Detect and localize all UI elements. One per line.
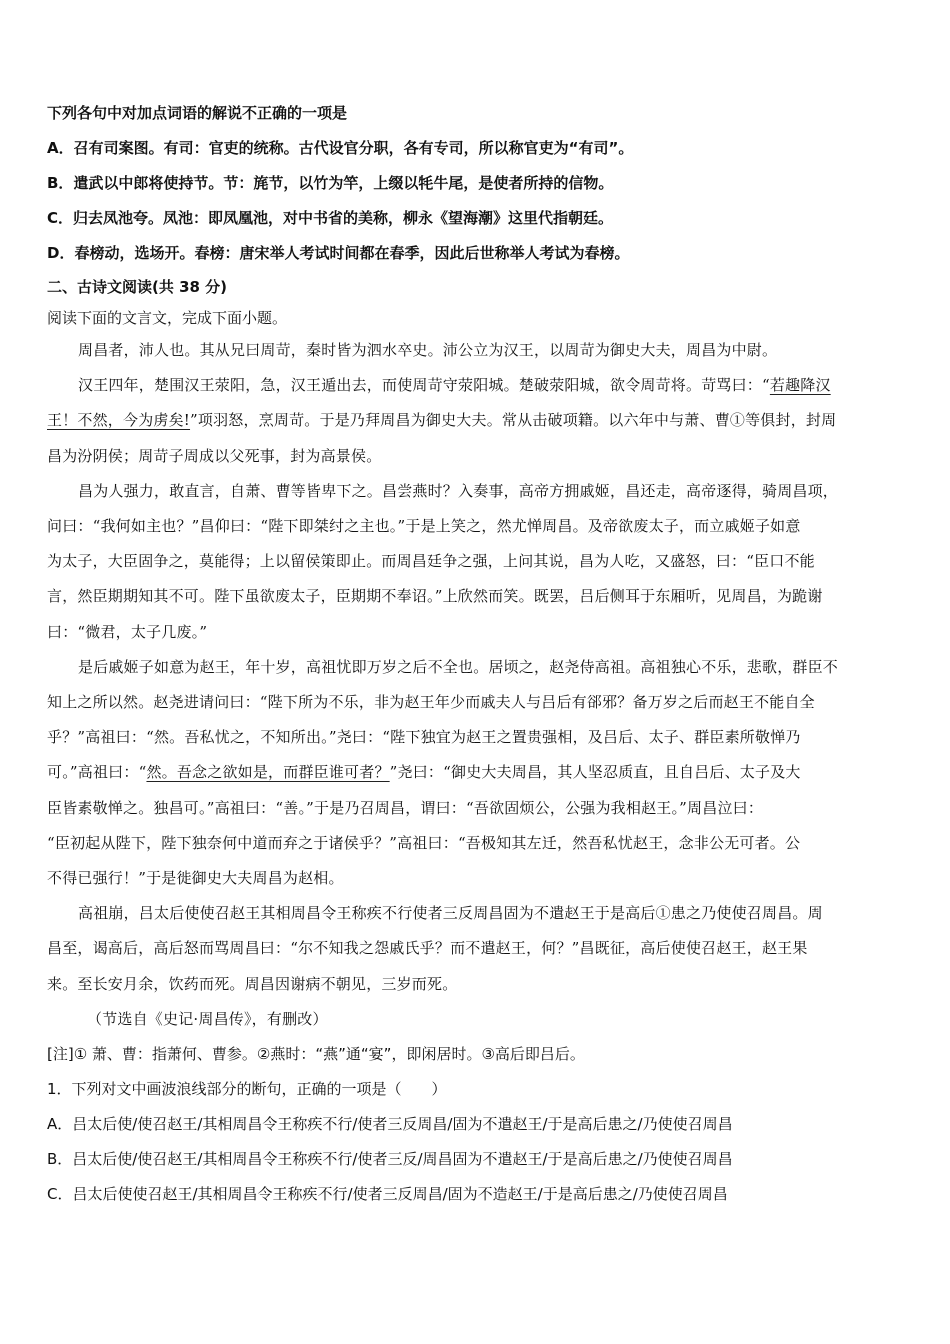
passage-paragraph-2-line-1: [47, 368, 907, 403]
document-page: [47, 96, 907, 1212]
passage-source: （节选自《史记·周昌传》，有删改）: [87, 1009, 328, 1028]
passage-paragraph-3-line-1: 昌为人强力，敢直言，自萧、曹等皆卑下之。昌尝燕时？入奏事，高帝方拥戚姬，昌还走，高帝逐得，骑周昌项，: [78, 481, 839, 500]
passage-paragraph-4-line-2: 知上之所以然。赵尧进请问曰：“陛下所为不乐，非为赵王年少而戚夫人与吕后有郤邪？备万岁之后而赵王不能自全: [47, 693, 815, 712]
passage-paragraph-2-line-2: [47, 403, 907, 438]
wavy-underlined-text: 若趣降汉: [769, 376, 831, 395]
passage-paragraph-3-line-5: 曰：“微君，太子几废。”: [47, 622, 208, 641]
passage-paragraph-2-line-3: 昌为汾阴侯；周苛子周成以父死事，封为高景侯。: [47, 446, 382, 465]
choice-b: B．遣武以中郎将使持节。节：旄节，以竹为竿，上缀以牦牛尾，是使者所持的信物。: [47, 174, 614, 192]
wavy-underlined-text: 王！不然，今为虏矣!: [47, 411, 191, 430]
passage-paragraph-4-line-1: 是后戚姬子如意为赵王，年十岁，高祖忧即万岁之后不全也。居顷之，赵尧侍高祖。高祖独心不乐，悲歌，群臣不: [78, 657, 839, 676]
choice-d: D．春榜动，选场开。春榜：唐宋举人考试时间都在春季，因此后世称举人考试为春榜。: [47, 244, 630, 262]
passage-paragraph-4-line-6: “臣初起从陛下，陛下独奈何中道而弃之于诸侯乎？”高祖曰：“吾极知其左迁，然吾私忧赵王，念非公无可者。公: [47, 833, 801, 852]
section-heading: 二、古诗文阅读(共 38 分): [47, 278, 228, 296]
question-1-option-b: B．吕太后使/使召赵王/其相周昌令王称疾不行/使者三反/周昌固为不遣赵王/于是高后患之/乃使使召周昌: [47, 1150, 733, 1169]
passage-paragraph-5-line-1: 高祖崩，吕太后使使召赵王其相周昌令王称疾不行使者三反周昌固为不遣赵王于是高后①患之乃使使召周昌。周: [78, 904, 823, 923]
choice-a: A．召有司案图。有司：官吏的统称。古代设官分职，各有专司，所以称官吏为“有司”。: [47, 139, 634, 157]
passage-text: 可。”高祖曰：“: [47, 763, 147, 782]
passage-paragraph-4-line-3: 乎？”高祖曰：“然。吾私忧之，不知所出。”尧曰：“陛下独宜为赵王之置贵强相，及吕后、太子、群臣素所敬惮乃: [47, 728, 801, 747]
question-1-option-a: A．吕太后使/使召赵王/其相周昌令王称疾不行/使者三反周昌/固为不遣赵王/于是高后患之/乃使使召周昌: [47, 1115, 733, 1134]
choice-c: C．归去凤池夸。凤池：即凤凰池，对中书省的美称，柳永《望海潮》这里代指朝廷。: [47, 209, 614, 227]
passage-text: 汉王四年，楚围汉王荥阳，急，汉王遁出去，而使周苛守荥阳城。楚破荥阳城，欲令周苛将。苛骂曰：“: [78, 376, 770, 395]
passage-text: ”项羽怒，烹周苛。于是乃拜周昌为御史大夫。常从击破项籍。以六年中与萧、曹①等俱封，封周: [190, 411, 837, 430]
question-1-stem: 1．下列对文中画波浪线部分的断句，正确的一项是（ ）: [47, 1080, 447, 1099]
question-stem: 下列各句中对加点词语的解说不正确的一项是: [47, 104, 348, 122]
passage-paragraph-3-line-3: 为太子，大臣固争之，莫能得；上以留侯策即止。而周昌廷争之强，上问其说，昌为人吃，又盛怒，曰：“臣口不能: [47, 552, 815, 571]
passage-paragraph-5-line-3: 来。至长安月余，饮药而死。周昌因谢病不朝见，三岁而死。: [47, 974, 458, 993]
passage-paragraph-3-line-4: 言，然臣期期知其不可。陛下虽欲废太子，臣期期不奉诏。”上欣然而笑。既罢，吕后侧耳于东厢听，见周昌，为跪谢: [47, 587, 823, 606]
wavy-underlined-text: 然。吾念之欲如是，而群臣谁可者？: [146, 763, 390, 782]
passage-paragraph-1: 周昌者，沛人也。其从兄曰周苛，秦时皆为泗水卒史。沛公立为汉王，以周苛为御史大夫，周昌为中尉。: [78, 341, 778, 359]
question-1-option-c: C．吕太后使使召赵王/其相周昌令王称疾不行/使者三反周昌/固为不造赵王/于是高后患之/乃使使召周昌: [47, 1185, 728, 1204]
passage-text: ”尧曰：“御史大夫周昌，其人坚忍质直，且自吕后、太子及大: [389, 763, 801, 782]
passage-paragraph-4-line-4: [47, 755, 907, 790]
passage-paragraph-3-line-2: 问曰：“我何如主也？”昌仰曰：“陛下即桀纣之主也。”于是上笑之，然尤惮周昌。及帝欲废太子，而立戚姬子如意: [47, 517, 801, 536]
passage-paragraph-4-line-5: 臣皆素敬惮之。独昌可。”高祖曰：“善。”于是乃召周昌，谓曰：“吾欲固烦公，公强为我相赵王。”周昌泣曰：: [47, 798, 764, 817]
annotation-note: [注]① 萧、曹：指萧何、曹参。②燕时：“燕”通“宴”，即闲居时。③高后即吕后。: [47, 1045, 585, 1064]
passage-paragraph-5-line-2: 昌至，谒高后，高后怒而骂周昌曰：“尔不知我之怨戚氏乎？而不遣赵王，何？”昌既征，高后使使召赵王，赵王果: [47, 939, 808, 958]
instruction: 阅读下面的文言文，完成下面小题。: [47, 309, 288, 327]
passage-paragraph-4-line-7: 不得已强行！”于是徙御史大夫周昌为赵相。: [47, 869, 344, 888]
